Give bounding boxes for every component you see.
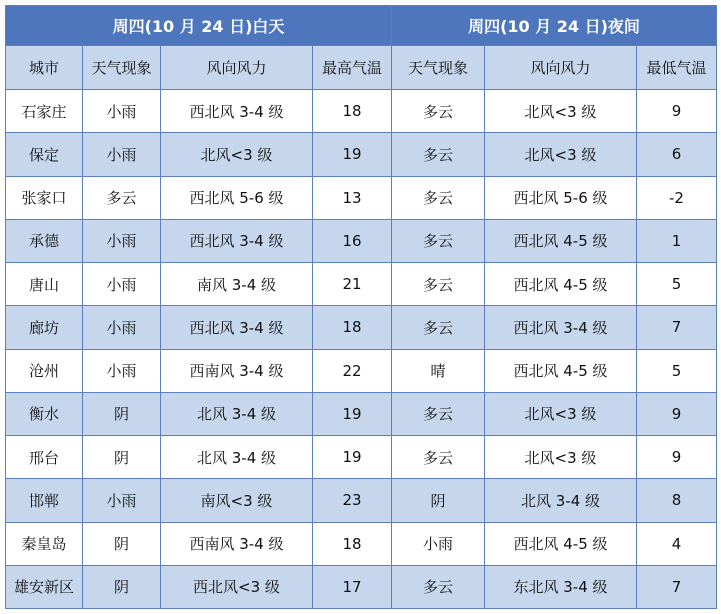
day-weather-cell: 小雨: [83, 349, 161, 392]
city-cell: 秦皇岛: [6, 522, 83, 565]
max-temp-cell: 23: [313, 479, 392, 522]
min-temp-cell: 5: [637, 349, 717, 392]
min-temp-cell: 7: [637, 306, 717, 349]
day-weather-cell: 阴: [83, 565, 161, 608]
column-header-day-weather: 天气现象: [83, 46, 161, 90]
night-weather-cell: 晴: [392, 349, 485, 392]
column-header-city: 城市: [6, 46, 83, 90]
table-row: [6, 133, 717, 176]
city-cell: 承德: [6, 219, 83, 262]
night-weather-cell: 阴: [392, 479, 485, 522]
day-weather-cell: 小雨: [83, 479, 161, 522]
day-wind-cell: 北风 3-4 级: [161, 436, 313, 479]
day-wind-cell: 西南风 3-4 级: [161, 522, 313, 565]
max-temp-cell: 21: [313, 263, 392, 306]
city-cell: 张家口: [6, 176, 83, 219]
table-row: [6, 436, 717, 479]
day-weather-cell: 小雨: [83, 306, 161, 349]
night-weather-cell: 多云: [392, 219, 485, 262]
night-wind-cell: 西北风 4-5 级: [485, 263, 637, 306]
day-wind-cell: 西北风 5-6 级: [161, 176, 313, 219]
city-cell: 衡水: [6, 392, 83, 435]
column-header-day-wind: 风向风力: [161, 46, 313, 90]
day-wind-cell: 西北风 3-4 级: [161, 219, 313, 262]
day-weather-cell: 阴: [83, 522, 161, 565]
max-temp-cell: 16: [313, 219, 392, 262]
night-weather-cell: 多云: [392, 565, 485, 608]
day-period-title: 周四(10 月 24 日)白天: [6, 6, 392, 46]
night-wind-cell: 北风<3 级: [485, 392, 637, 435]
day-wind-cell: 西南风 3-4 级: [161, 349, 313, 392]
day-wind-cell: 西北风<3 级: [161, 565, 313, 608]
max-temp-cell: 19: [313, 436, 392, 479]
max-temp-cell: 19: [313, 392, 392, 435]
night-weather-cell: 多云: [392, 392, 485, 435]
min-temp-cell: 9: [637, 392, 717, 435]
night-wind-cell: 西北风 5-6 级: [485, 176, 637, 219]
max-temp-cell: 17: [313, 565, 392, 608]
period-header-row: [6, 6, 717, 46]
night-wind-cell: 北风<3 级: [485, 133, 637, 176]
night-wind-cell: 西北风 3-4 级: [485, 306, 637, 349]
min-temp-cell: 9: [637, 436, 717, 479]
night-wind-cell: 西北风 4-5 级: [485, 522, 637, 565]
table-row: [6, 306, 717, 349]
night-weather-cell: 多云: [392, 90, 485, 133]
table-row: [6, 219, 717, 262]
min-temp-cell: 7: [637, 565, 717, 608]
day-wind-cell: 北风 3-4 级: [161, 392, 313, 435]
city-cell: 雄安新区: [6, 565, 83, 608]
min-temp-cell: 1: [637, 219, 717, 262]
table-row: [6, 479, 717, 522]
column-header-night-wind: 风向风力: [485, 46, 637, 90]
table-row: [6, 522, 717, 565]
min-temp-cell: -2: [637, 176, 717, 219]
night-weather-cell: 多云: [392, 263, 485, 306]
city-cell: 沧州: [6, 349, 83, 392]
column-header-row: [6, 46, 717, 90]
weather-forecast-table: [5, 5, 717, 609]
max-temp-cell: 13: [313, 176, 392, 219]
table-row: [6, 176, 717, 219]
day-weather-cell: 小雨: [83, 219, 161, 262]
table-row: [6, 263, 717, 306]
table-row: [6, 392, 717, 435]
day-wind-cell: 北风<3 级: [161, 133, 313, 176]
night-period-title: 周四(10 月 24 日)夜间: [392, 6, 717, 46]
column-header-max-temp: 最高气温: [313, 46, 392, 90]
night-wind-cell: 北风<3 级: [485, 436, 637, 479]
max-temp-cell: 22: [313, 349, 392, 392]
day-wind-cell: 南风 3-4 级: [161, 263, 313, 306]
night-weather-cell: 多云: [392, 176, 485, 219]
day-weather-cell: 小雨: [83, 133, 161, 176]
city-cell: 邢台: [6, 436, 83, 479]
city-cell: 廊坊: [6, 306, 83, 349]
night-weather-cell: 多云: [392, 436, 485, 479]
city-cell: 唐山: [6, 263, 83, 306]
night-weather-cell: 多云: [392, 306, 485, 349]
night-wind-cell: 西北风 4-5 级: [485, 219, 637, 262]
max-temp-cell: 18: [313, 90, 392, 133]
max-temp-cell: 19: [313, 133, 392, 176]
day-wind-cell: 西北风 3-4 级: [161, 306, 313, 349]
min-temp-cell: 5: [637, 263, 717, 306]
day-weather-cell: 阴: [83, 392, 161, 435]
min-temp-cell: 4: [637, 522, 717, 565]
day-wind-cell: 西北风 3-4 级: [161, 90, 313, 133]
night-wind-cell: 北风<3 级: [485, 90, 637, 133]
max-temp-cell: 18: [313, 306, 392, 349]
day-weather-cell: 小雨: [83, 263, 161, 306]
min-temp-cell: 6: [637, 133, 717, 176]
night-weather-cell: 小雨: [392, 522, 485, 565]
night-wind-cell: 北风 3-4 级: [485, 479, 637, 522]
day-weather-cell: 阴: [83, 436, 161, 479]
min-temp-cell: 8: [637, 479, 717, 522]
table-row: [6, 90, 717, 133]
min-temp-cell: 9: [637, 90, 717, 133]
day-weather-cell: 小雨: [83, 90, 161, 133]
day-weather-cell: 多云: [83, 176, 161, 219]
table-row: [6, 565, 717, 608]
day-wind-cell: 南风<3 级: [161, 479, 313, 522]
column-header-night-weather: 天气现象: [392, 46, 485, 90]
night-weather-cell: 多云: [392, 133, 485, 176]
city-cell: 邯郸: [6, 479, 83, 522]
city-cell: 保定: [6, 133, 83, 176]
column-header-min-temp: 最低气温: [637, 46, 717, 90]
night-wind-cell: 东北风 3-4 级: [485, 565, 637, 608]
night-wind-cell: 西北风 4-5 级: [485, 349, 637, 392]
max-temp-cell: 18: [313, 522, 392, 565]
table-row: [6, 349, 717, 392]
city-cell: 石家庄: [6, 90, 83, 133]
